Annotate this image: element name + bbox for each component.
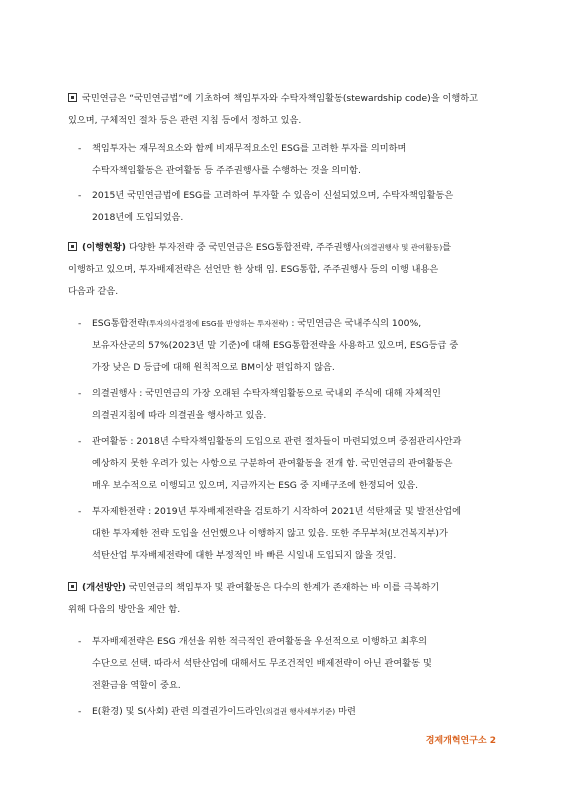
dash-bullet: - (78, 436, 82, 447)
section2-heading: (이행현황) (82, 242, 126, 253)
section2-bullet2-line1 (0, 386, 566, 402)
section3-text-1: 국민연금의 책임투자 및 관여활동은 다수의 한계가 존재하는 바 이를 극복하기 (128, 582, 440, 593)
section2-bullet1-line1 (0, 316, 566, 332)
bullet-text: 의결권지침에 따라 의결권을 행사하고 있음. (92, 410, 267, 421)
bullet-text: 수탁자책임활동은 관여활동 등 주주권행사를 수행하는 것을 의미함. (92, 165, 361, 176)
bullet-text: 투자제한전략 : 2019년 투자배제전략을 검토하기 시작하여 2021년 석탄채굴 및 발전산업에 (92, 506, 462, 517)
square-bullet-icon (68, 93, 77, 102)
section2-text-2: 이행하고 있으며, 투자배제전략은 선언만 한 상태 임. ESG통합, 주주권행사 등의 이행 내용은 (68, 264, 439, 275)
bullet-text: 보유자산군의 57%(2023년 말 기준)에 대해 ESG통합전략을 사용하고 있으며, ESG등급 중 (92, 340, 459, 351)
bullet-text: 수단으로 선택. 따라서 석탄산업에 대해서도 무조건적인 배제전략이 아닌 관여활동 및 (92, 658, 432, 669)
section2-bullet1-line2 (0, 338, 566, 354)
section1-text-1: 국민연금은 “국민연금법”에 기초하여 책임투자와 수탁자책임활동(stewardship code)을 이행하고 (82, 93, 478, 104)
section1-bullet2-line2 (0, 210, 566, 226)
bullet-text: 예상하지 못한 우려가 있는 사항으로 구분하여 관여활동을 전개 함. 국민연금의 관여활동은 (92, 458, 453, 469)
section2-bullet1-line3 (0, 360, 566, 376)
section1-text-2: 있으며, 구체적인 절차 등은 관련 지침 등에서 정하고 있음. (68, 115, 302, 126)
section1-bullet1-line2 (0, 163, 566, 179)
section3-bullet1-line2 (0, 656, 566, 672)
section2-bullet4-line3 (0, 548, 566, 564)
bullet-text: 가장 낮은 D 등급에 대해 원칙적으로 BM이상 편입하지 않음. (92, 362, 335, 373)
section2-line1 (0, 240, 566, 256)
section3-line2 (0, 602, 566, 618)
section2-bullet4-line2 (0, 526, 566, 542)
dash-bullet: - (78, 388, 82, 399)
bullet-text: 매우 보수적으로 이행되고 있으며, 지금까지는 ESG 중 지배구조에 한정되어 있음. (92, 480, 419, 491)
section3-heading: (개선방안) (82, 582, 126, 593)
section1-bullet2-line1 (0, 188, 566, 204)
bullet-text: 마련 (338, 706, 356, 717)
square-bullet-icon (68, 242, 77, 251)
section3-line1 (0, 580, 566, 596)
dash-bullet: - (78, 506, 82, 517)
dash-bullet: - (78, 318, 82, 329)
section1-bullet1-line1 (0, 141, 566, 157)
bullet-text: 2015년 국민연금법에 ESG를 고려하여 투자할 수 있음이 신설되었으며, 수탁자책임활동은 (92, 190, 454, 201)
bullet-text: 2018년에 도입되었음. (92, 212, 184, 223)
bullet-text: 책임투자는 재무적요소와 함께 비재무적요소인 ESG를 고려한 투자를 의미하며 (92, 143, 407, 154)
section3-bullet1-line3 (0, 678, 566, 694)
dash-bullet: - (78, 143, 82, 154)
bullet-text: 투자배제전략은 ESG 개선을 위한 적극적인 관여활동을 우선적으로 이행하고 최후의 (92, 636, 427, 647)
section2-line3 (0, 284, 566, 300)
bullet-text: 전환금융 역할이 중요. (92, 680, 181, 691)
bullet-text: ESG통합전략 (92, 318, 147, 329)
section2-bullet3-line1 (0, 434, 566, 450)
bullet-text: 대한 투자제한 전략 도입을 선언했으나 이행하지 않고 있음. 또한 주무부처(보건복지부)가 (92, 528, 448, 539)
section2-line2 (0, 262, 566, 278)
section2-text-1b: 를 (442, 242, 452, 253)
bullet-text: : 국민연금은 국내주식의 100%, (291, 318, 422, 329)
section1-line2 (0, 113, 566, 129)
section2-text-1a: 다양한 투자전략 중 국민연금은 ESG통합전략, 주주권행사 (128, 242, 361, 253)
bullet-text-small: (의결권 행사세부기준) (262, 707, 336, 716)
section3-bullet1-line1 (0, 634, 566, 650)
section2-bullet2-line2 (0, 408, 566, 424)
page-footer: 경제개혁연구소 2 (425, 736, 496, 746)
section2-text-1-small: (의결권행사 및 관여활동) (360, 243, 443, 252)
square-bullet-icon (68, 582, 77, 591)
section3-text-2: 위해 다음의 방안을 제안 함. (68, 604, 181, 615)
section2-bullet3-line3 (0, 478, 566, 494)
bullet-text-small: (투자의사결정에 ESG를 반영하는 투자전략) (146, 319, 289, 328)
dash-bullet: - (78, 636, 82, 647)
section1-line1 (0, 91, 566, 107)
section2-bullet3-line2 (0, 456, 566, 472)
dash-bullet: - (78, 706, 82, 717)
dash-bullet: - (78, 190, 82, 201)
bullet-text: E(환경) 및 S(사회) 관련 의결권가이드라인 (92, 706, 263, 717)
section2-bullet4-line1 (0, 504, 566, 520)
bullet-text: 관여활동 : 2018년 수탁자책임활동의 도입으로 관련 절차들이 마련되었으며 중점관리사안과 (92, 436, 462, 447)
bullet-text: 의결권행사 : 국민연금의 가장 오래된 수탁자책임활동으로 국내외 주식에 대해 자체적인 (92, 388, 441, 399)
section3-bullet2-line1 (0, 704, 566, 720)
bullet-text: 석탄산업 투자배제전략에 대한 부정적인 바 빠른 시일내 도입되지 않을 것임. (92, 550, 397, 561)
section2-text-3: 다음과 같음. (68, 286, 119, 297)
